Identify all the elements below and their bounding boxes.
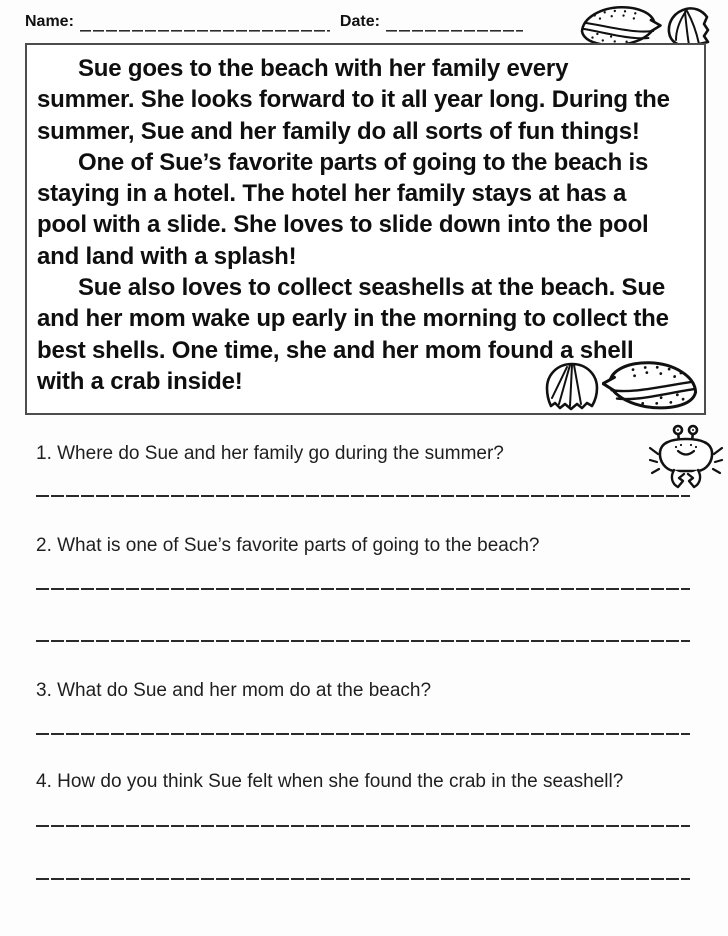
passage-line: with a crab inside! [37, 367, 243, 395]
worksheet-header [25, 12, 545, 32]
answer-line[interactable] [36, 824, 690, 827]
passage-paragraph [37, 147, 698, 272]
passage-line: pool with a slide. She loves to slide down into the pool [37, 211, 649, 239]
passage-line: summer. She looks forward to it all year long. During the [37, 86, 670, 114]
date-blank-field[interactable] [386, 13, 523, 32]
date-label: Date: [339, 13, 380, 30]
scallop-shell-icon [543, 362, 601, 412]
name-label: Name: [25, 13, 74, 30]
question-1-text: 1. Where do Sue and her family go during the summer? [36, 443, 504, 464]
answer-line[interactable] [36, 732, 690, 735]
passage-line: and her mom wake up early in the morning to collect the [37, 305, 669, 333]
passage-line: and land with a splash! [37, 242, 297, 270]
name-blank-field[interactable] [80, 13, 330, 32]
passage-line: staying in a hotel. The hotel her family stays at has a [37, 180, 627, 208]
scallop-shell-icon [666, 6, 713, 48]
olive-shell-icon [600, 356, 703, 415]
passage-line: best shells. One time, she and her mom found a shell [37, 336, 634, 364]
passage-line: One of Sue’s favorite parts of going to the beach is [78, 148, 649, 176]
question-4-text: 4. How do you think Sue felt when she found the crab in the seashell? [36, 771, 624, 792]
answer-line[interactable] [36, 494, 690, 497]
passage-line: Sue also loves to collect seashells at the beach. Sue [78, 274, 665, 302]
answer-line[interactable] [36, 587, 690, 590]
question-3-text: 3. What do Sue and her mom do at the beach? [36, 680, 432, 701]
crab-icon [648, 424, 724, 494]
passage-paragraph [37, 53, 698, 147]
answer-line[interactable] [36, 639, 690, 642]
passage-line: summer, Sue and her family do all sorts of fun things! [37, 117, 640, 145]
question-2-text: 2. What is one of Sue’s favorite parts of going to the beach? [36, 535, 540, 556]
passage-line: Sue goes to the beach with her family every [78, 55, 569, 82]
answer-line[interactable] [36, 877, 690, 880]
